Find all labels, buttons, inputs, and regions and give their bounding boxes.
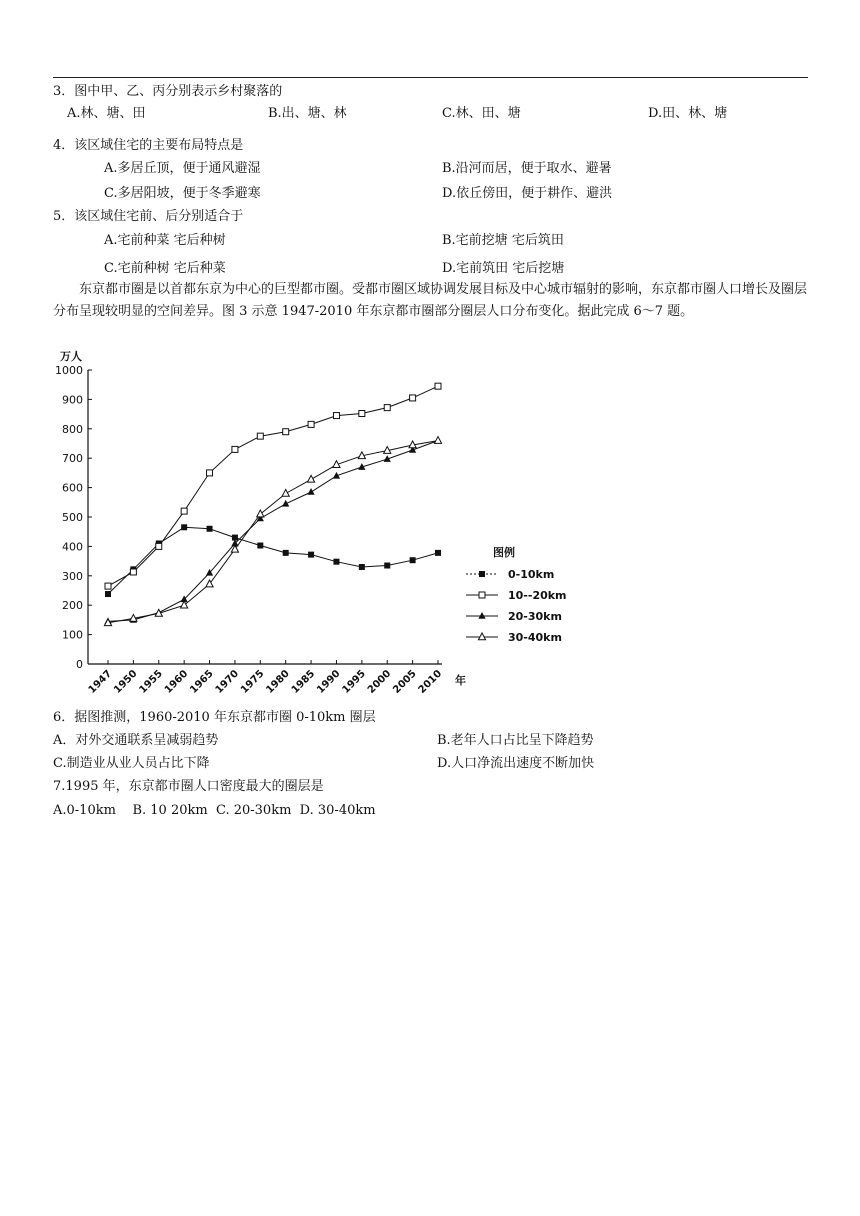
q4-option-c: C.多居阳坡，便于冬季避寒 <box>104 186 261 201</box>
q4-stem: 4．该区域住宅的主要布局特点是 <box>53 138 244 153</box>
series-0-10km <box>105 524 441 597</box>
population-line-chart <box>50 346 567 696</box>
data-point <box>283 550 289 556</box>
legend-label: 10--20km <box>508 589 567 602</box>
data-point <box>308 552 314 558</box>
series-20-30km <box>104 437 441 625</box>
legend-marker <box>479 571 485 577</box>
legend-label: 20-30km <box>508 610 562 623</box>
data-point <box>130 569 136 575</box>
q5-option-c: C.宅前种树 宅后种菜 <box>104 261 226 276</box>
series-10-20km <box>105 383 441 589</box>
y-tick-label: 900 <box>62 393 83 407</box>
series-line <box>108 527 438 594</box>
data-point <box>434 437 441 444</box>
data-point <box>307 475 314 482</box>
y-tick-label: 500 <box>62 511 83 524</box>
header-rule <box>53 77 808 78</box>
data-point <box>308 421 314 427</box>
data-point <box>181 508 187 514</box>
chart-axes <box>55 364 444 696</box>
series-line <box>108 386 438 586</box>
data-point <box>257 543 263 549</box>
data-point <box>207 470 213 476</box>
q3-stem: 3．图中甲、乙、丙分别表示乡村聚落的 <box>53 84 283 99</box>
series-line <box>108 441 438 623</box>
y-axis-label: 万人 <box>60 350 82 363</box>
legend-marker <box>478 612 485 619</box>
intro-paragraph: 东京都市圈是以首都东京为中心的巨型都市圈。受都市圈区域协调发展目标及中心城市辐射的影响，东京都市圈人口增长及圈层分布呈现较明显的空间差异。图 3 示意 1947-2010 年东京都市圈部分圈层人口分布变化。据此完成 6～7 题。 <box>53 282 808 319</box>
q5-option-a: A.宅前种菜 宅后种树 <box>104 233 226 248</box>
data-point <box>283 429 289 435</box>
data-point <box>257 510 264 517</box>
x-axis-label: 年 <box>455 674 466 687</box>
q6-option-d: D.人口净流出速度不断加快 <box>437 756 595 771</box>
q5-stem: 5．该区域住宅前、后分别适合于 <box>53 209 244 224</box>
legend-marker <box>479 592 485 598</box>
data-point <box>410 557 416 563</box>
x-tick-label: 1980 <box>264 668 292 696</box>
x-tick-label: 1990 <box>315 668 343 696</box>
x-tick-label: 1955 <box>137 668 165 696</box>
data-point <box>333 559 339 565</box>
y-tick-label: 800 <box>62 422 83 436</box>
data-point <box>156 543 162 549</box>
q5-option-b: B.宅前挖塘 宅后筑田 <box>442 233 564 248</box>
data-point <box>435 550 441 556</box>
q7-stem: 7.1995 年，东京都市圈人口密度最大的圈层是 <box>53 779 324 794</box>
x-tick-label: 2000 <box>365 668 394 696</box>
data-point <box>359 564 365 570</box>
chart-series <box>104 383 441 625</box>
y-tick-label: 600 <box>62 481 83 495</box>
legend-title: 图例 <box>493 546 515 559</box>
data-point <box>105 591 111 597</box>
y-tick-label: 300 <box>62 569 83 583</box>
q6-stem: 6．据图推测，1960-2010 年东京都市圈 0-10km 圈层 <box>53 710 376 725</box>
legend-label: 30-40km <box>508 631 562 644</box>
q3-option-b: B.出、塘、林 <box>268 106 347 121</box>
legend-label: 0-10km <box>508 568 555 581</box>
data-point <box>257 433 263 439</box>
data-point <box>435 383 441 389</box>
x-tick-label: 1965 <box>188 668 216 696</box>
q7-options: A.0-10km B. 10 20km C. 20-30km D. 30-40km <box>53 803 376 818</box>
data-point <box>282 489 289 496</box>
x-tick-label: 1950 <box>112 668 140 696</box>
y-tick-label: 0 <box>76 658 83 671</box>
x-tick-label: 1960 <box>162 668 191 696</box>
data-point <box>384 563 390 569</box>
chart-legend <box>466 545 567 644</box>
x-tick-label: 2010 <box>416 668 445 696</box>
x-tick-label: 1970 <box>213 668 242 696</box>
y-tick-label: 1000 <box>55 364 83 377</box>
q3-option-d: D.田、林、塘 <box>648 106 728 121</box>
x-tick-label: 1975 <box>238 668 267 696</box>
q6-option-b: B.老年人口占比呈下降趋势 <box>437 733 594 748</box>
data-point <box>105 583 111 589</box>
q5-option-d: D.宅前筑田 宅后挖塘 <box>442 261 565 276</box>
data-point <box>359 411 365 417</box>
y-tick-label: 100 <box>62 628 83 642</box>
data-point <box>410 395 416 401</box>
y-tick-label: 400 <box>62 540 83 554</box>
series-30-40km <box>104 437 441 626</box>
q4-option-b: B.沿河而居，便于取水、避暑 <box>442 161 612 176</box>
q6-option-a: A．对外交通联系呈减弱趋势 <box>53 733 219 748</box>
series-line <box>108 441 438 622</box>
y-tick-label: 200 <box>62 599 83 613</box>
data-point <box>307 488 314 495</box>
x-tick-label: 1947 <box>86 668 115 696</box>
x-tick-label: 1995 <box>340 668 368 696</box>
data-point <box>181 601 188 608</box>
q3-option-a: A.林、塘、田 <box>67 106 146 121</box>
x-tick-label: 1985 <box>289 668 318 696</box>
q6-option-c: C.制造业从业人员占比下降 <box>53 756 210 771</box>
data-point <box>207 526 213 532</box>
legend-marker <box>478 633 485 640</box>
q4-option-a: A.多居丘顶，便于通风避湿 <box>104 161 261 176</box>
x-tick-label: 2005 <box>391 668 419 696</box>
q3-option-c: C.林、田、塘 <box>442 106 521 121</box>
data-point <box>384 405 390 411</box>
data-point <box>181 524 187 530</box>
q4-option-d: D.依丘傍田，便于耕作、避洪 <box>442 186 613 201</box>
data-point <box>232 446 238 452</box>
y-tick-label: 700 <box>62 452 83 466</box>
data-point <box>333 413 339 419</box>
